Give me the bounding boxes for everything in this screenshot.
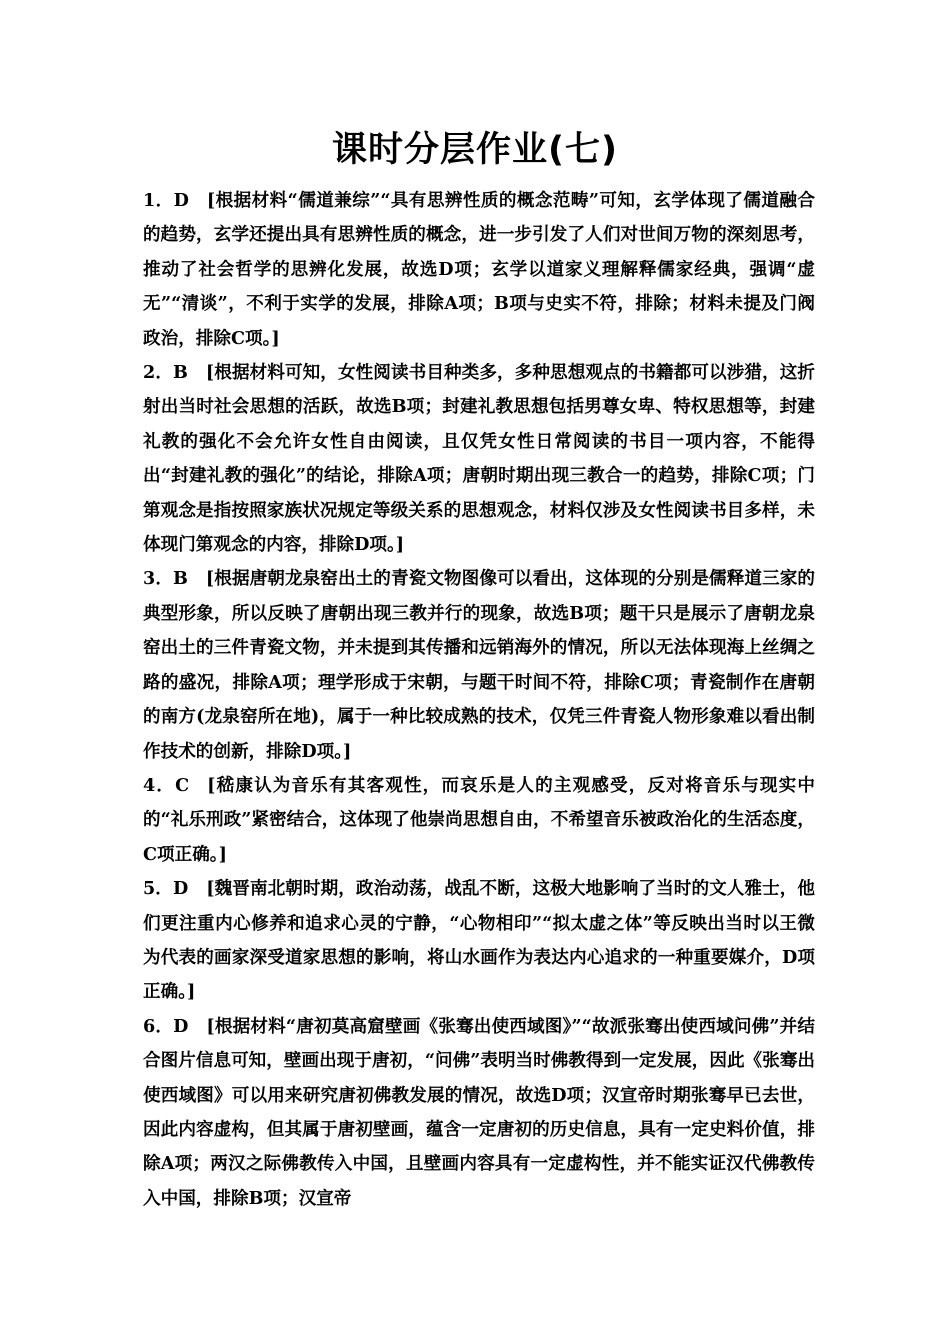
page-title: 课时分层作业(七) xyxy=(332,130,618,170)
answer-item-5 xyxy=(143,872,815,1010)
answer-list xyxy=(143,184,815,1216)
answer-explanation: [根据材料“唐初莫高窟壁画《张骞出使西域图》”“故派张骞出使西域问佛”并结合图片信息可知，壁画出现于唐初，“问佛”表明当时佛教得到一定发展，因此《张骞出使西域图》可以用来研究唐初佛教发展的情况，故选D项；汉宣帝时期张骞早已去世，因此内容虚构，但其属于唐初壁画，蕴含一定唐初的历史信息，具有一定史料价值，排除A项；两汉之际佛教传入中国，且壁画内容具有一定虚构性，并不能实证汉代佛教传入中国，排除B项；汉宣帝 xyxy=(143,1015,816,1209)
answer-item-2 xyxy=(143,356,815,562)
answer-explanation: [根据材料“儒道兼综”“具有思辨性质的概念范畴”可知，玄学体现了儒道融合的趋势，玄学还提出具有思辨性质的概念，进一步引发了人们对世间万物的深刻思考，推动了社会哲学的思辨化发展，故选D项；玄学以道家义理解释儒家经典，强调“虚无”“清谈”，不利于实学的发展，排除A项；B项与史实不符，排除；材料未提及门阀政治，排除C项。] xyxy=(143,190,816,349)
answer-label: 6．D xyxy=(143,1015,189,1037)
answer-explanation: [根据唐朝龙泉窑出土的青瓷文物图像可以看出，这体现的分别是儒释道三家的典型形象，所以反映了唐朝出现三教并行的现象，故选B项；题干只是展示了唐朝龙泉窑出土的三件青瓷文物，并未提到其传播和远销海外的情况，所以无法体现海上丝绸之路的盛况，排除A项；理学形成于宋朝，与题干时间不符，排除C项；青瓷制作在唐朝的南方(龙泉窑所在地)，属于一种比较成熟的技术，仅凭三件青瓷人物形象难以看出制作技术的创新，排除D项。] xyxy=(143,568,816,762)
answer-item-4 xyxy=(143,769,815,872)
answer-item-1 xyxy=(143,184,815,356)
answer-label: 1．D xyxy=(143,190,189,211)
answer-label: 5．D xyxy=(143,878,189,900)
answer-label: 2．B xyxy=(143,362,188,384)
answer-explanation: [魏晋南北朝时期，政治动荡，战乱不断，这极大地影响了当时的文人雅士，他们更注重内心修养和追求心灵的宁静，“心物相印”“拟太虚之体”等反映出当时以王微为代表的画家深受道家思想的影响，将山水画作为表达内心追求的一种重要媒介，D项正确。] xyxy=(143,878,816,1003)
answer-item-6 xyxy=(143,1010,815,1216)
answer-item-3 xyxy=(143,562,815,768)
answer-label: 4．C xyxy=(143,774,190,796)
answer-explanation: [根据材料可知，女性阅读书目种类多，多种思想观点的书籍都可以涉猎，这折射出当时社会思想的活跃，故选B项；封建礼教思想包括男尊女卑、特权思想等，封建礼教的强化不会允许女性自由阅读，且仅凭女性日常阅读的书目一项内容，不能得出“封建礼教的强化”的结论，排除A项；唐朝时期出现三教合一的趋势，排除C项；门第观念是指按照家族状况规定等级关系的思想观念，材料仅涉及女性阅读书目多样，未体现门第观念的内容，排除D项。] xyxy=(143,362,816,556)
answer-label: 3．B xyxy=(143,568,188,590)
answer-explanation: [嵇康认为音乐有其客观性，而哀乐是人的主观感受，反对将音乐与现实中的“礼乐刑政”紧密结合，这体现了他崇尚思想自由，不希望音乐被政治化的生活态度，C项正确。] xyxy=(143,774,815,865)
